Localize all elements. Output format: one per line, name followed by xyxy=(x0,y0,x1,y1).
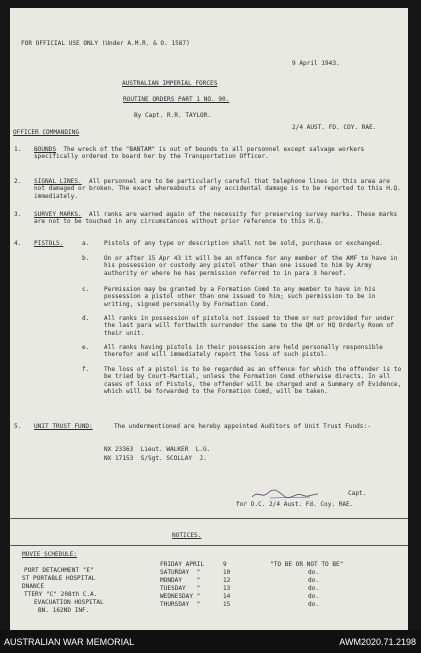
schedule-place: ST PORTABLE HOSPITAL xyxy=(22,575,96,582)
notices-heading: NOTICES. xyxy=(172,532,202,539)
item-title: SURVEY MARKS. xyxy=(34,211,82,218)
sub-label: e. xyxy=(82,344,90,351)
handwritten-signature xyxy=(250,488,320,500)
divider xyxy=(10,518,408,519)
sub-text: All ranks having pistols in their possession are held personally responsible therefor and will immediately report the loss of such pistol. xyxy=(104,344,383,359)
item-text: All ranks are warned again of the necessity for preserving survey marks. These marks are not to be touched in any circumstances without prior reference to this H.Q. xyxy=(34,211,398,226)
schedule-date: 10 xyxy=(223,569,231,576)
item-title: UNIT TRUST FUND: xyxy=(34,423,93,430)
schedule-date: 13 xyxy=(223,585,231,592)
archive-footer xyxy=(0,630,421,653)
document-page xyxy=(10,8,408,630)
sub-label: d. xyxy=(82,315,90,322)
schedule-day: MONDAY " xyxy=(160,577,201,584)
movie-schedule-label: MOVIE SCHEDULE: xyxy=(22,551,78,558)
force-heading: AUSTRALIAN IMPERIAL FORCES xyxy=(122,80,218,87)
item-number: 4. xyxy=(14,240,22,247)
schedule-date: 12 xyxy=(223,577,231,584)
schedule-film: do. xyxy=(308,601,320,608)
restriction-notice: FOR OFFICIAL USE ONLY (Under A.M.R. & O. 1587) xyxy=(21,40,190,47)
item-number: 2. xyxy=(14,178,22,185)
item-number: 1. xyxy=(14,146,22,153)
schedule-day: FRIDAY APRIL xyxy=(160,561,205,568)
item-title: PISTOLS. xyxy=(34,240,64,247)
schedule-place: PORT DETACHMENT "E" xyxy=(24,567,94,574)
sub-text: On or after 15 Apr 43 it will be an offence for any member of the AMF to have in his possession or custody any pistol other than one issued to him by Army authority or where he has permission referred to in para 3 hereof. xyxy=(104,255,398,277)
sub-label: b. xyxy=(82,255,90,262)
schedule-place: BN. 162ND INF. xyxy=(38,607,90,614)
sub-label: f. xyxy=(82,366,90,373)
officer-commanding: OFFICER COMMANDING xyxy=(13,129,80,136)
divider xyxy=(10,545,408,546)
signature-line: for O.C. 2/4 Aust. Fd. Coy. RAE. xyxy=(236,501,354,508)
schedule-film: do. xyxy=(308,569,320,576)
item-bounds xyxy=(34,146,404,161)
schedule-place: DNANCE xyxy=(22,583,45,590)
schedule-place: TTERY "C" 208th C.A. xyxy=(24,591,98,598)
signature-rank: Capt. xyxy=(348,490,367,497)
schedule-day: THURSDAY " xyxy=(160,601,201,608)
schedule-film: do. xyxy=(308,585,320,592)
sub-label: a. xyxy=(82,240,90,247)
film-title: "TO BE OR NOT TO BE" xyxy=(270,561,344,568)
item-title: SIGNAL LINES. xyxy=(34,178,82,185)
author-line: By Capt. R.R. TAYLOR. xyxy=(134,112,212,119)
schedule-place: EVACUATION HOSPITAL xyxy=(34,599,104,606)
footer-accession-number: AWM2020.71.2198 xyxy=(339,637,416,647)
sub-text: The loss of a pistol is to be regarded as an offence for which the offender is to be tried by Court-Martial, unless the Formation Comd otherwise directs. In all cases of loss of Pistols, the offender will be charged and a Summary of Evidence, which will be forwarded to the Formation Comd, will be taken. xyxy=(104,366,402,395)
unit-name: 2/4 AUST. FD. COY. RAE. xyxy=(292,124,377,131)
schedule-film: do. xyxy=(308,577,320,584)
schedule-date: 9 xyxy=(223,561,227,568)
sub-text: Permission may be granted by a Formation Comd to any member to have in his possession a pistol other than one issued to him; such permission to be in writing, signed personally by Formation Comd. xyxy=(104,286,376,308)
auditor-entry: NX 23363 Lieut. WALKER L.G. xyxy=(104,446,211,453)
item-text: The wreck of the "BANTAM" is out of bounds to all personnel except salvage workers specifically ordered to board her by the Transportation Officer. xyxy=(34,146,365,161)
item-title: BOUNDS xyxy=(34,146,57,153)
order-date: 9 April 1943. xyxy=(292,60,340,67)
item-survey-marks xyxy=(34,211,404,226)
schedule-day: SATURDAY " xyxy=(160,569,201,576)
schedule-film: do. xyxy=(308,593,320,600)
auditor-entry: NX 17153 S/Sgt. SCOLLAY J. xyxy=(104,455,207,462)
schedule-date: 14 xyxy=(223,593,231,600)
item-number: 5. xyxy=(14,423,22,430)
schedule-day: TUESDAY " xyxy=(160,585,201,592)
item-signal-lines xyxy=(34,178,404,200)
sub-label: c. xyxy=(82,286,90,293)
schedule-date: 15 xyxy=(223,601,231,608)
item-text: The undermentioned are hereby appointed Auditors of Unit Trust Funds:- xyxy=(114,423,371,430)
item-number: 3. xyxy=(14,211,22,218)
sub-text: All ranks in possession of pistols not issued to them or not provided for under the last para will forthwith surrender the same to the QM or HQ Orderly Room of their unit. xyxy=(104,315,394,337)
sub-text: Pistols of any type or description shall not be sold, purchase or exchanged. xyxy=(104,240,383,247)
schedule-day: WEDNESDAY " xyxy=(160,593,201,600)
orders-heading: ROUTINE ORDERS PART 1 NO. 90. xyxy=(123,96,230,103)
item-text: All personnel are to be particularly careful that telephone lines in this area are not damaged or broken. The exact whereabouts of any accidental damage is to be reported to this H.Q. immediately. xyxy=(34,178,401,200)
footer-institution: AUSTRALIAN WAR MEMORIAL xyxy=(4,637,135,647)
